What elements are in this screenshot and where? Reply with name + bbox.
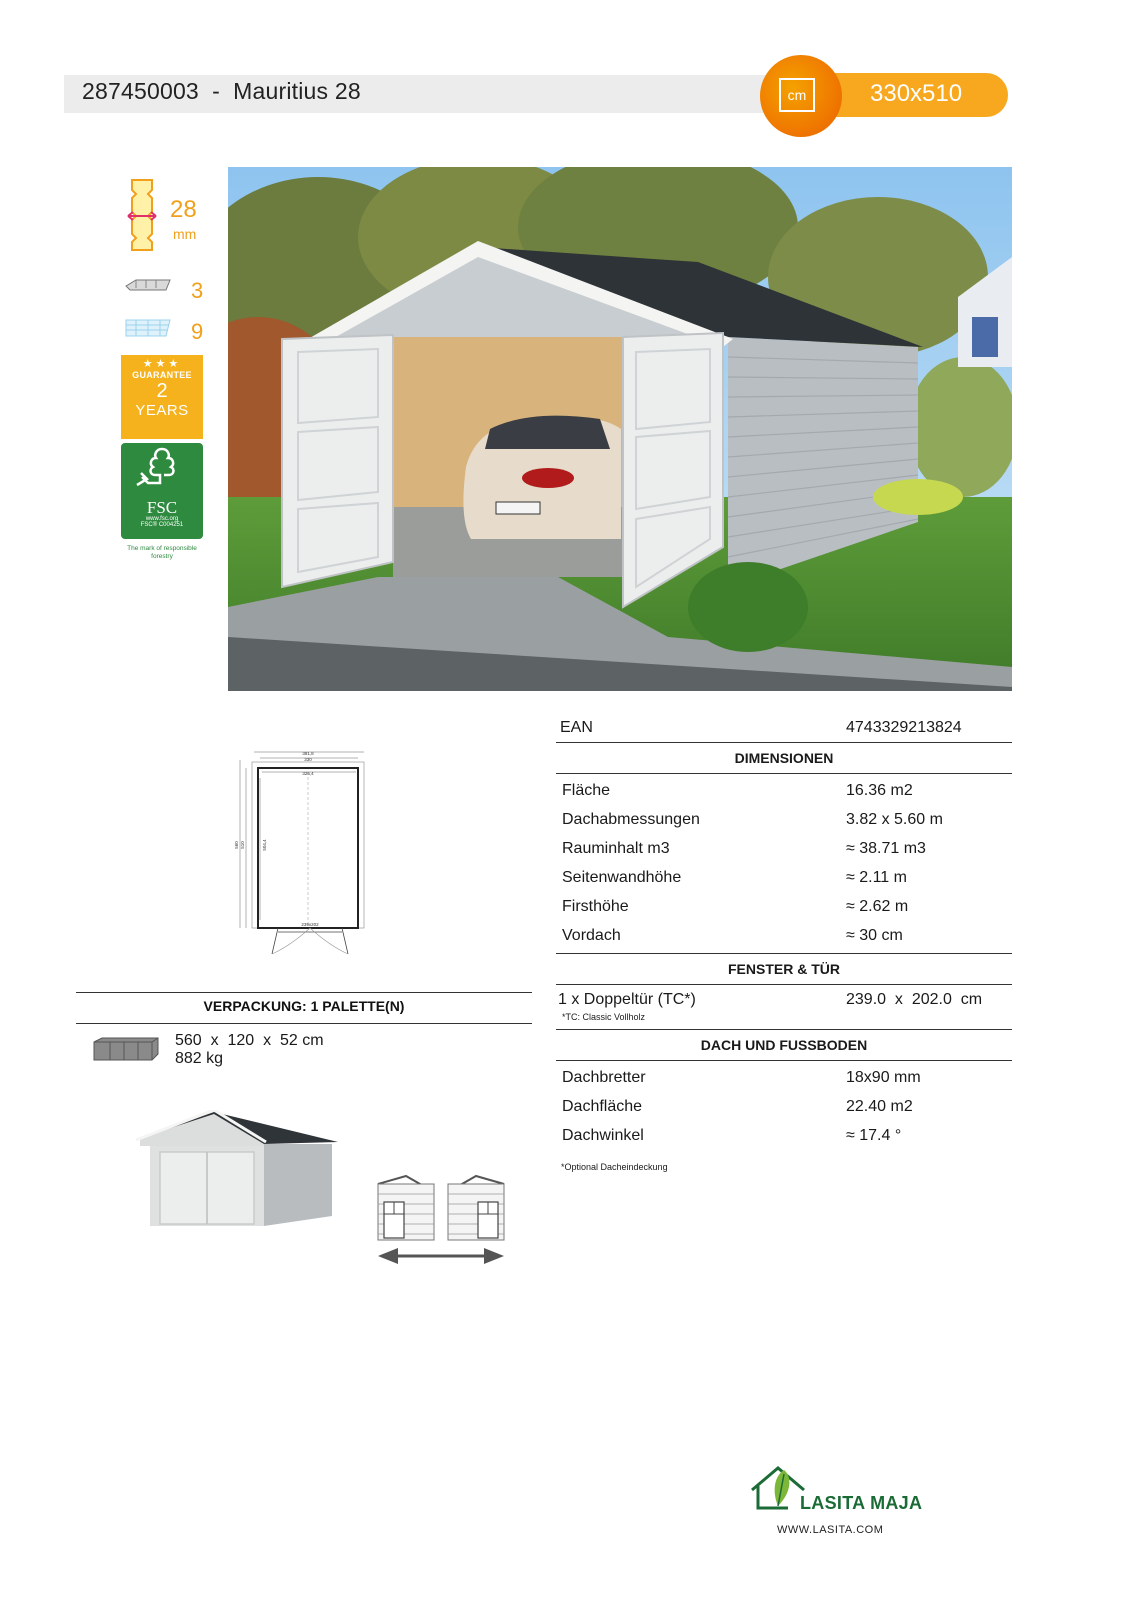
spec-value: ≈ 2.62 m xyxy=(846,898,909,915)
ean-value: 4743329213824 xyxy=(846,719,962,736)
ean-label: EAN xyxy=(560,719,593,736)
spec-value: 3.82 x 5.60 m xyxy=(846,811,943,828)
garage-render xyxy=(132,1110,342,1228)
ean-row xyxy=(556,716,1012,742)
door-row xyxy=(556,987,1012,1011)
fsc-logo xyxy=(121,443,203,539)
log-profile-icon xyxy=(124,178,160,252)
spec-value: 18x90 mm xyxy=(846,1069,921,1086)
spec-value: 22.40 m2 xyxy=(846,1098,913,1115)
spec-value: ≈ 17.4 ° xyxy=(846,1127,902,1144)
spec-label: Dachwinkel xyxy=(562,1127,644,1144)
window-icon xyxy=(124,276,172,294)
spec-label: Vordach xyxy=(562,927,621,944)
packaging-dimensions: 560 x 120 x 52 cm xyxy=(175,1032,324,1049)
roof-footnote: *Optional Dacheindeckung xyxy=(561,1162,668,1172)
spec-label: Fläche xyxy=(562,782,611,799)
pallet-icon xyxy=(92,1036,160,1062)
wall-thickness-unit: mm xyxy=(173,226,197,242)
spec-value: ≈ 30 cm xyxy=(846,927,903,944)
floor-plan xyxy=(230,750,380,976)
plan-width: 330 xyxy=(304,757,312,762)
fsc-tree-icon xyxy=(121,443,203,495)
spec-row xyxy=(556,1063,1012,1092)
stars-icon: ★★★ xyxy=(142,358,182,370)
dimensions-heading: DIMENSIONEN xyxy=(556,742,1012,774)
spec-row xyxy=(556,863,1012,892)
spec-table xyxy=(556,716,1012,1150)
spec-value: ≈ 38.71 m3 xyxy=(846,840,926,857)
spec-value: ≈ 2.11 m xyxy=(846,869,907,886)
spec-row xyxy=(556,921,1012,950)
roof-floor-heading: DACH UND FUSSBODEN xyxy=(556,1029,1012,1061)
plan-door: 239x202 xyxy=(301,922,319,927)
brand-url[interactable]: WWW.LASITA.COM xyxy=(777,1524,884,1536)
size-unit: cm xyxy=(779,78,815,112)
plan-outer-depth: 560 xyxy=(234,841,239,849)
page-title: 287450003 - Mauritius 28 xyxy=(82,78,361,104)
fsc-label: FSC xyxy=(146,498,178,517)
spec-value: 16.36 m2 xyxy=(846,782,913,799)
spec-label: Rauminhalt m3 xyxy=(562,840,670,857)
door-note: *TC: Classic Vollholz xyxy=(562,1012,646,1022)
roof-boards-icon xyxy=(124,316,172,338)
spec-label: Dachabmessungen xyxy=(562,811,700,828)
brand-name: LASITA MAJA xyxy=(800,1493,923,1513)
pack-rule-bottom xyxy=(76,1023,532,1024)
guarantee-label: GUARANTEE xyxy=(132,370,192,380)
windows-count: 3 xyxy=(191,278,204,303)
packaging-weight: 882 kg xyxy=(175,1050,224,1067)
lasita-maja-logo-icon xyxy=(748,1462,808,1514)
spec-label: Firsthöhe xyxy=(562,898,629,915)
door-label: 1 x Doppeltür (TC*) xyxy=(558,991,696,1008)
plan-depth: 510 xyxy=(240,841,245,849)
spec-label: Dachfläche xyxy=(562,1098,643,1115)
spec-label: Dachbretter xyxy=(562,1069,646,1086)
roof-boards-count: 9 xyxy=(191,319,204,344)
spec-row xyxy=(556,1092,1012,1121)
spec-row xyxy=(556,1121,1012,1150)
spec-row xyxy=(556,776,1012,805)
guarantee-badge xyxy=(121,355,203,439)
packaging-heading: VERPACKUNG: 1 PALETTE(N) xyxy=(203,998,405,1014)
fsc-tagline: The mark of responsible forestry xyxy=(127,545,197,560)
fsc-url: www.fsc.org xyxy=(145,516,179,522)
spec-label: Seitenwandhöhe xyxy=(562,869,682,886)
size-value: 330x510 xyxy=(870,80,963,107)
guarantee-years: 2 xyxy=(156,380,168,402)
guarantee-unit: YEARS xyxy=(135,402,189,419)
windows-doors-heading: FENSTER & TÜR xyxy=(556,953,1012,985)
plan-outer-width: 381,8 xyxy=(302,751,314,756)
pack-rule-top xyxy=(76,992,532,993)
product-photo xyxy=(228,167,1012,691)
wall-thickness: 28 xyxy=(170,196,197,223)
plan-inner-depth: 504,4 xyxy=(262,839,267,851)
spec-row xyxy=(556,834,1012,863)
spec-row xyxy=(556,892,1012,921)
mirror-layout-icon xyxy=(376,1170,506,1266)
door-value: 239.0 x 202.0 cm xyxy=(846,991,983,1008)
plan-inner-width: 326,4 xyxy=(302,771,314,776)
fsc-code: FSC® C004251 xyxy=(140,522,184,528)
spec-row xyxy=(556,805,1012,834)
